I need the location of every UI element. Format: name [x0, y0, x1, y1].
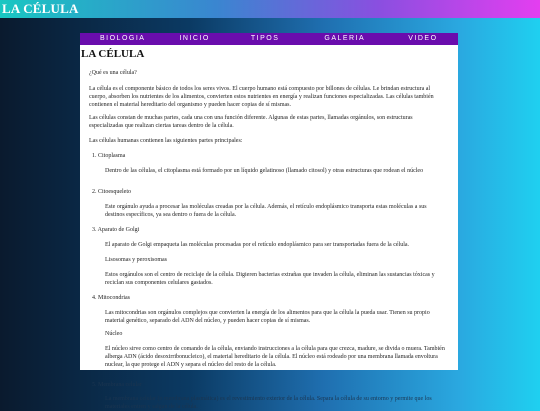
section-title-nucleo: Núcleo: [105, 331, 123, 337]
parts-list-intro: Las células humanas contienen las siguientes partes principales:: [89, 138, 243, 144]
intro-question: ¿Qué es una célula?: [89, 70, 137, 76]
parts-paragraph: Las células constan de muchas partes, cada una con una función diferente. Algunas de estas partes, llamadas orgánulos, son estructuras especializadas que realizan ciertas tareas dentro de la célula.: [89, 115, 413, 130]
main-nav: [80, 33, 458, 45]
nav-inicio[interactable]: INICIO: [179, 35, 210, 42]
section-text-citoesqueleto: Este orgánulo ayuda a procesar las moléculas creadas por la célula. Además, el retículo endoplásmico transporta estas moléculas a sus destinos específicos, ya sea dentro o fuera de la célula.: [105, 204, 427, 219]
nav-tipos[interactable]: TIPOS: [250, 35, 280, 42]
section-title-golgi: 3. Aparato de Golgi: [92, 227, 140, 233]
section-title-lisosomas: Lisosomas y peroxisomas: [105, 257, 167, 263]
section-text-golgi: El aparato de Golgi empaqueta las moléculas procesadas por el retículo endoplásmico para ser transportadas fuera de la célula.: [105, 242, 410, 248]
title-bar: [0, 0, 540, 18]
section-title-mitocondrias: 4. Mitocondrias: [92, 295, 130, 301]
overflow-section-title: 5. Membrana celular: [92, 382, 142, 388]
overflow-section-text: La membrana celular (o membrana plasmática) es el revestimiento exterior de la célula. Separa la célula de su entorno y permite que los materiales entren y salgan de la célula.: [105, 396, 432, 411]
content-panel: [80, 45, 458, 370]
section-text-lisosomas: Estos orgánulos son el centro de reciclaje de la célula. Digieren bacterias extrañas que invaden la célula, eliminan las sustancias tóxicas y reciclan sus componentes celulares gastados.: [105, 272, 435, 287]
page-heading: LA CÉLULA: [81, 48, 145, 60]
section-title-citoplasma: 1. Citoplasma: [92, 153, 126, 159]
section-title-citoesqueleto: 2. Citoesqueleto: [92, 189, 131, 195]
site-title: LA CÉLULA: [2, 1, 79, 16]
section-text-mitocondrias: Las mitocondrias son orgánulos complejos que convierten la energía de los alimentos para que la célula la pueda usar. Tienen su propio material genético, separado del ADN del núcleo, y pueden hacer copias de sí mismas.: [105, 310, 430, 325]
nav-galeria[interactable]: GALERIA: [324, 35, 366, 42]
section-text-citoplasma: Dentro de las células, el citoplasma está formado por un líquido gelatinoso (llamado citosol) y otras estructuras que rodean el núcleo: [105, 168, 424, 174]
intro-paragraph: La célula es el componente básico de todos los seres vivos. El cuerpo humano está compuesto por billones de células. Le brindan estructura al cuerpo, absorben los nutrientes de los alimentos, convierten estos nutrientes en energía y realizan funciones especializadas. Las células también contienen el material hereditario del organismo y pueden hacer copias de sí mismas.: [89, 86, 434, 109]
section-text-nucleo: El núcleo sirve como centro de comando de la célula, enviando instrucciones a la célula para que crezca, madure, se divida o muera. También alberga ADN (ácido desoxirribonucleico), el material hereditario de la célula. El núcleo está rodeado por una membrana llamada envoltura nuclear, la que protege el ADN y separa el núcleo del resto de la célula.: [105, 346, 445, 369]
nav-biologia[interactable]: BIOLOGIA: [100, 35, 146, 42]
nav-video[interactable]: VIDEO: [408, 35, 438, 42]
